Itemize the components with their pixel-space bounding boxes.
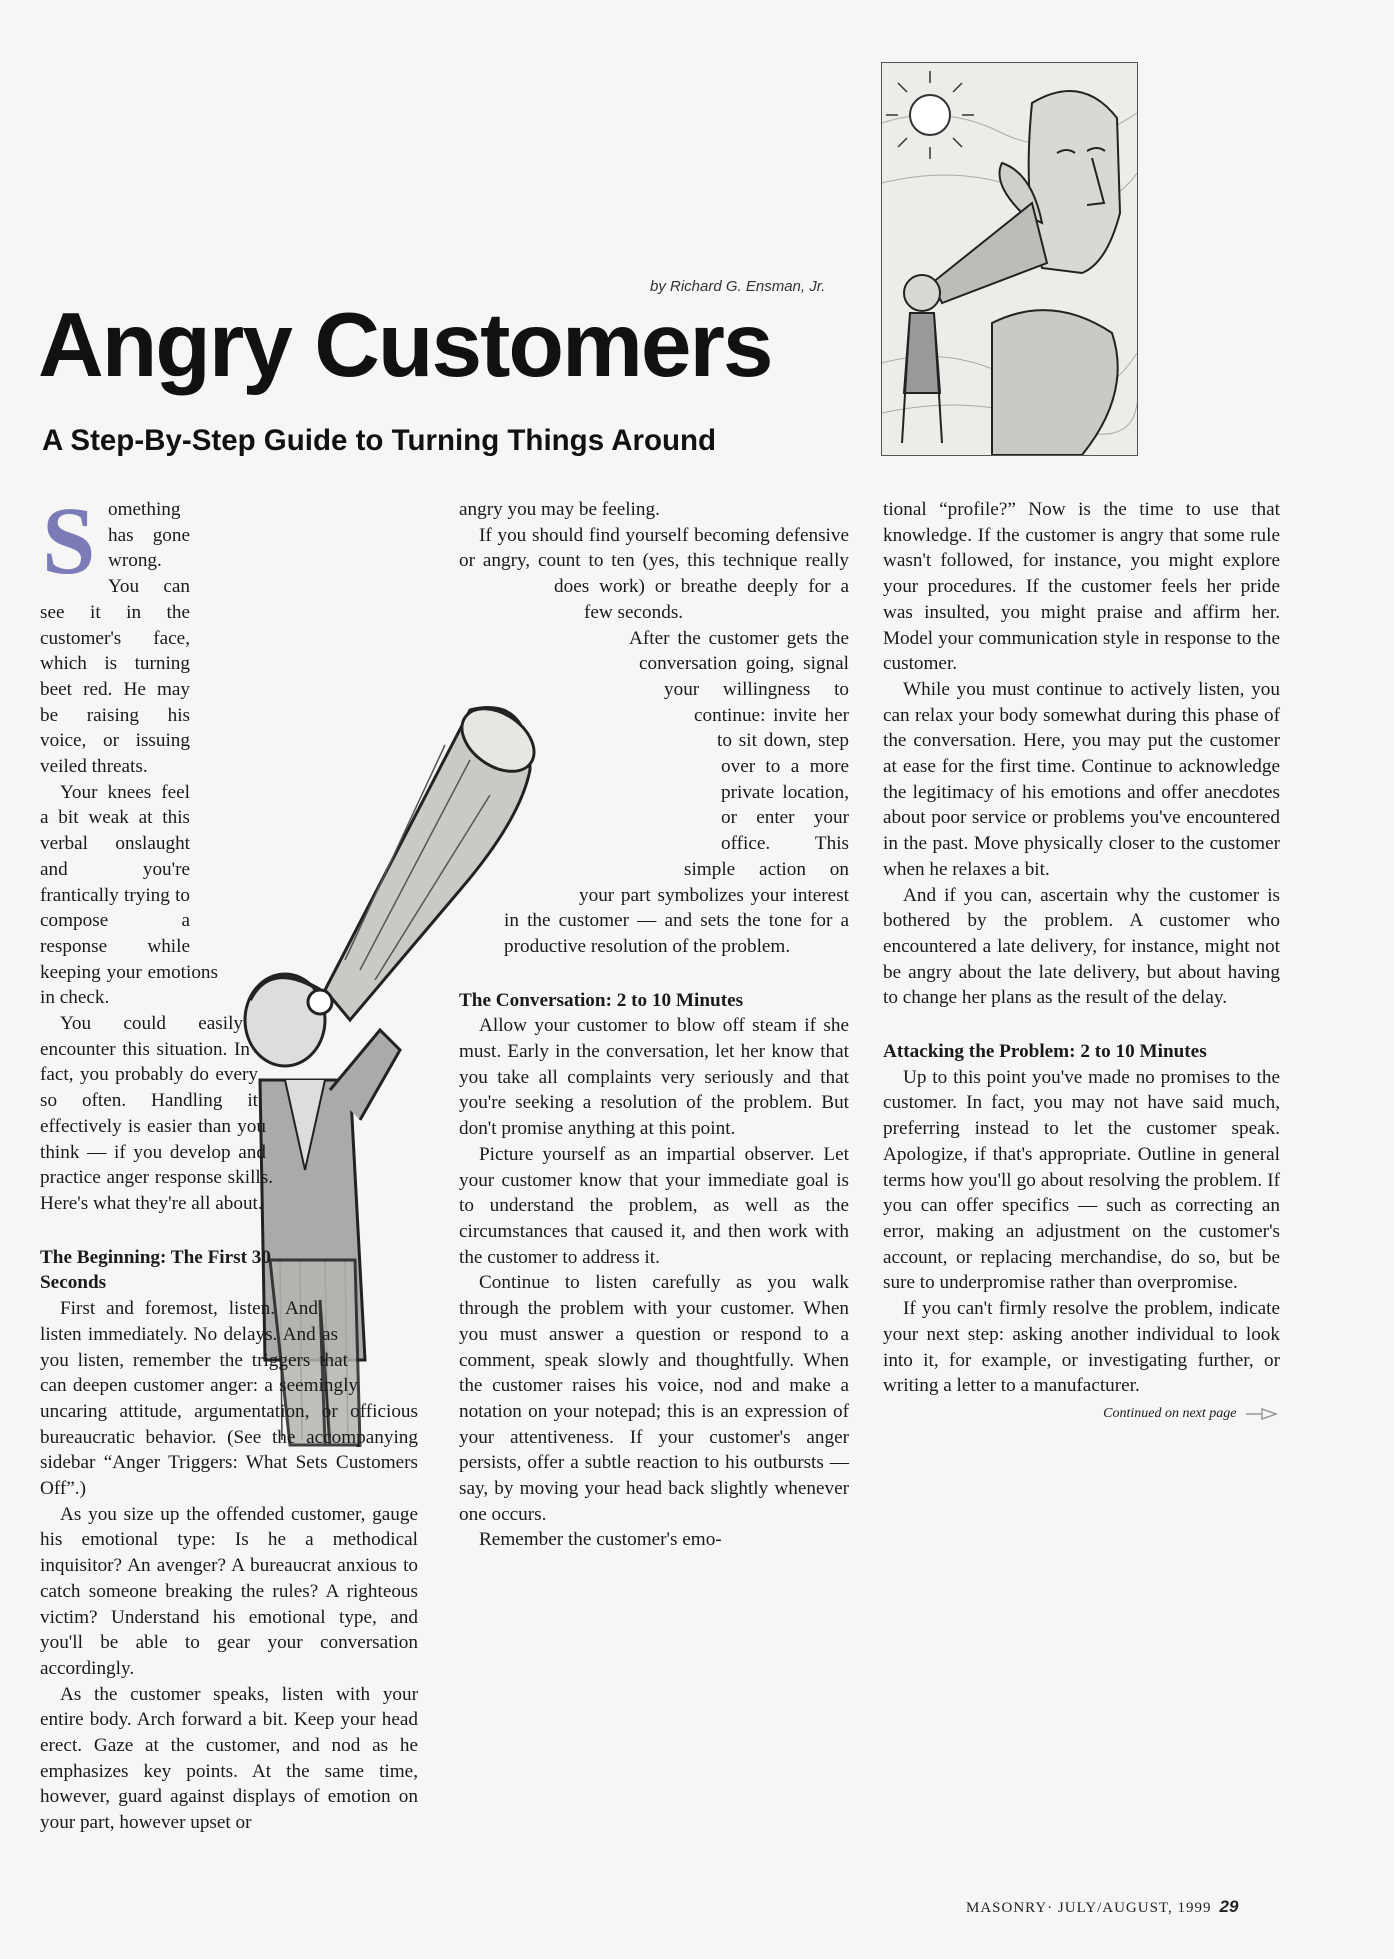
page-footer [966,1897,1238,1917]
paragraph: angry you may be feeling. [459,499,660,520]
paragraph: As you size up the offended customer, gauge his emotional type: Is he a methodical inquisitor? An avenger? A bureaucrat anxious to catch someone breaking the rules? A righteous victim? Understand his emotional type, and you'll be able to gear your conversation accordingly. [40,1503,418,1679]
drop-cap-s [40,503,98,579]
section-heading: The Conversation: 2 to 10 Minutes [459,989,744,1011]
illustration-megaphone-ear [881,62,1138,456]
paragraph: Continue to listen carefully as you walk through the problem with your customer. When you must answer a question or respond to a comment, speak slowly and thoughtfully. When the customer raises his voice, nod and make a notation on your notepad; this is an expression of your attentiveness. If your customer's anger persists, offer a subtle reaction to his outbursts — say, by moving your head back slightly whenever one occurs. [459,1272,849,1525]
paragraph: omething has gone wrong. You can see it in the customer's face, which is turning beet red. He may be raising his voice, or issuing veiled threats. [40,499,190,778]
section-heading: Attacking the Problem: 2 to 10 Minutes [883,1041,1207,1063]
paragraph: While you must continue to actively listen, you can relax your body somewhat during this phase of the conversation. Here, you may put the customer at ease for the first time. Continue to acknowledge the legitimacy of his emotions and offer anecdotes about poor service or problems you've encountered in the past. Move physically closer to the customer when he relaxes a bit. [883,678,1280,880]
continued-label: Continued on next page [1103,1405,1237,1421]
paragraph: Remember the customer's emo- [479,1529,722,1551]
paragraph: Allow your customer to blow off steam if she must. Early in the conversation, let her know that you take all complaints very seriously and that you're seeking a resolution of the problem. But don't promise anything at this point. [459,1015,849,1140]
paragraph: You could easily encounter this situation. In fact, you probably do every so often. Handling it effectively is easier than you think — if you develop and practice anger response skills. Here's what they're all about. [40,1013,273,1214]
column-1 [40,497,418,1836]
column-2 [459,497,849,1553]
article-subtitle: A Step-By-Step Guide to Turning Things Around [42,424,717,457]
page-number: 29 [1219,1897,1239,1916]
paragraph: And if you can, ascertain why the customer is bothered by the problem. A customer who encountered a late delivery, for instance, might not be angry about the late delivery, but about having to change her plans as the result of the delay. [883,884,1280,1009]
arrow-right-icon [1246,1408,1280,1420]
publication-info: MASONRY· JULY/AUGUST, 1999 [966,1900,1212,1916]
paragraph: tional “profile?” Now is the time to use that knowledge. If the customer is angry that some rule wasn't followed, for instance, you might explore your procedures. If the customer feels her pride was insulted, you might praise and affirm her. Model your communication style in response to the customer. [883,499,1280,675]
paragraph: First and foremost, listen. And listen immediately. No delays. And as you listen, remember the triggers that can deepen customer anger: a seemingly uncaring attitude, argumentation, or officious bureaucratic behavior. (See the accompanying sidebar “Anger Triggers: What Sets Customers Off”.) [40,1298,418,1500]
paragraph: Your knees feel a bit weak at this verbal onslaught and you're frantically trying to compose a response while keeping your emotions in check. [40,781,218,1009]
continued-notice [883,1401,1280,1427]
byline: by Richard G. Ensman, Jr. [650,278,826,295]
paragraph: As the customer speaks, listen with your entire body. Arch forward a bit. Keep your head erect. Gaze at the customer, and nod as he emphasizes key points. At the same time, however, guard against displays of emotion on your part, however upset or [40,1683,418,1834]
paragraph: Up to this point you've made no promises to the customer. In fact, you may not have said much, preferring instead to let the customer speak. Apologize, if that's appropriate. Outline in general terms how you'll go about resolving the problem. If you can offer specifics — such as correcting an error, making an adjustment on the customer's account, or replacing merchandise, do so, but be sure to underpromise rather than overpromise. [883,1066,1280,1294]
column-3 [883,497,1280,1427]
paragraph: Picture yourself as an impartial observer. Let your customer know that your immediate goal is to understand the problem, as well as the circumstances that caused it, and then work with the customer to address it. [459,1143,849,1268]
section-heading: The Beginning: The First 30 Seconds [40,1246,271,1294]
paragraph: If you should find yourself becoming defensive or angry, count to ten (yes, this technique really does work) or breathe deeply for a few seconds. [459,524,849,623]
article-title: Angry Customers [38,295,772,396]
paragraph: If you can't firmly resolve the problem, indicate your next step: asking another individual to look into it, for example, or investigating further, or writing a letter to a manufacturer. [883,1298,1280,1397]
paragraph: After the customer gets the conversation going, signal your willingness to continue: invite her to sit down, step over to a more private location, or enter your office. This simple action on your part symbolizes your interest in the customer — and sets the tone for a productive resolution of the problem. [504,627,849,957]
svg-text:S: S [42,503,96,579]
